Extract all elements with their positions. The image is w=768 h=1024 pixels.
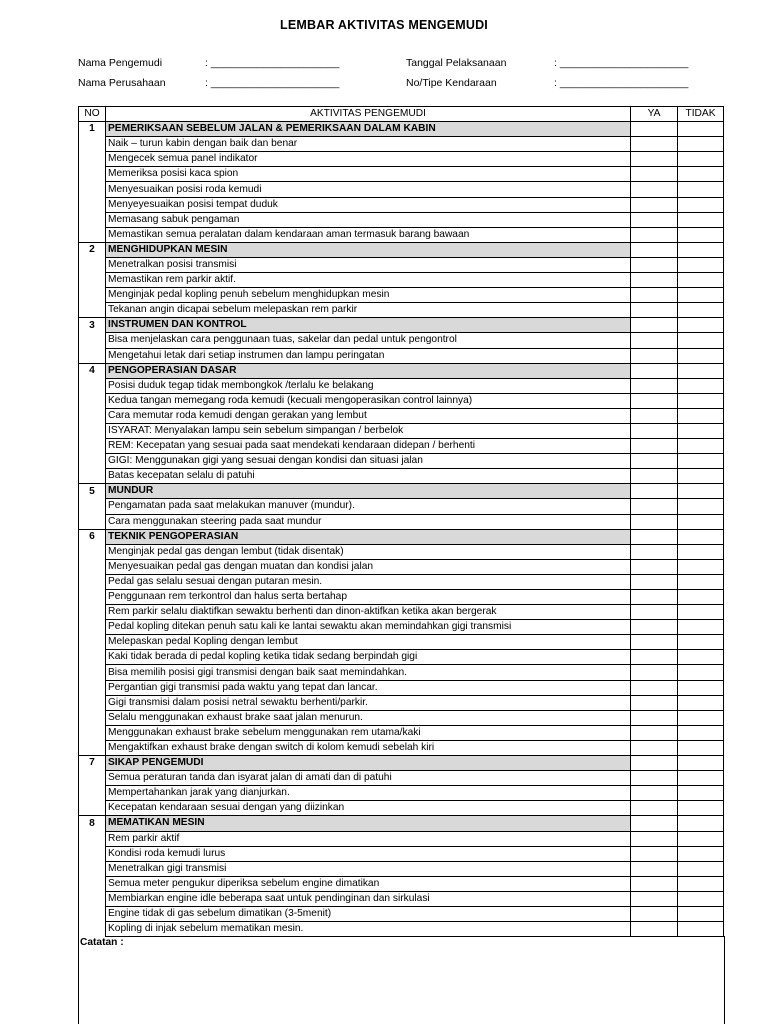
activity-text: Cara menggunakan steering pada saat mundur — [106, 514, 631, 529]
section-number: 6 — [79, 529, 106, 544]
section-title: PENGOPERASIAN DASAR — [106, 363, 631, 378]
tidak-checkbox-cell[interactable] — [678, 227, 724, 242]
ya-checkbox-cell[interactable] — [631, 906, 678, 921]
section-row — [79, 484, 724, 499]
ya-checkbox-cell[interactable] — [631, 786, 678, 801]
number-cell-empty — [79, 499, 106, 514]
activity-row — [79, 831, 724, 846]
section-number: 2 — [79, 242, 106, 257]
activity-row — [79, 378, 724, 393]
section-title: SIKAP PENGEMUDI — [106, 756, 631, 771]
ya-checkbox-cell[interactable] — [631, 831, 678, 846]
company-name-field[interactable]: : ______________________ — [205, 77, 340, 89]
ya-checkbox-cell[interactable] — [631, 771, 678, 786]
activity-text: Menyesuaikan pedal gas dengan muatan dan kondisi jalan — [106, 559, 631, 574]
section-row — [79, 816, 724, 831]
section-row — [79, 756, 724, 771]
ya-checkbox-cell[interactable] — [631, 710, 678, 725]
date-label: Tanggal Pelaksanaan — [406, 57, 507, 69]
activity-row — [79, 423, 724, 438]
number-cell-empty — [79, 167, 106, 182]
ya-checkbox-cell[interactable] — [631, 650, 678, 665]
ya-checkbox-cell[interactable] — [631, 499, 678, 514]
tidak-checkbox-cell[interactable] — [678, 846, 724, 861]
activity-text: Kaki tidak berada di pedal kopling ketika tidak sedang berpindah gigi — [106, 650, 631, 665]
activity-text: Mempertahankan jarak yang dianjurkan. — [106, 786, 631, 801]
number-cell-empty — [79, 891, 106, 906]
activity-text: Mengaktifkan exhaust brake dengan switch di kolom kemudi sebelah kiri — [106, 740, 631, 755]
tidak-checkbox-cell[interactable] — [678, 876, 724, 891]
section-tidak-cell — [678, 529, 724, 544]
vehicle-field[interactable]: : ______________________ — [554, 77, 689, 89]
number-cell-empty — [79, 665, 106, 680]
number-cell-empty — [79, 710, 106, 725]
activity-row — [79, 771, 724, 786]
tidak-checkbox-cell[interactable] — [678, 454, 724, 469]
activity-row — [79, 333, 724, 348]
tidak-checkbox-cell[interactable] — [678, 303, 724, 318]
tidak-checkbox-cell[interactable] — [678, 544, 724, 559]
ya-checkbox-cell[interactable] — [631, 559, 678, 574]
section-number: 1 — [79, 122, 106, 137]
ya-checkbox-cell[interactable] — [631, 303, 678, 318]
tidak-checkbox-cell[interactable] — [678, 725, 724, 740]
ya-checkbox-cell[interactable] — [631, 801, 678, 816]
number-cell-empty — [79, 725, 106, 740]
activity-row — [79, 786, 724, 801]
activity-text: Tekanan angin dicapai sebelum melepaskan rem parkir — [106, 303, 631, 318]
activity-text: REM: Kecepatan yang sesuai pada saat mendekati kendaraan didepan / berhenti — [106, 439, 631, 454]
info-driver-name — [78, 57, 340, 69]
activity-text: Menyesuaikan posisi roda kemudi — [106, 182, 631, 197]
ya-checkbox-cell[interactable] — [631, 891, 678, 906]
ya-checkbox-cell[interactable] — [631, 544, 678, 559]
number-cell-empty — [79, 348, 106, 363]
activity-row — [79, 876, 724, 891]
ya-checkbox-cell[interactable] — [631, 454, 678, 469]
activity-text: ISYARAT: Menyalakan lampu sein sebelum simpangan / berbelok — [106, 423, 631, 438]
activity-row — [79, 439, 724, 454]
activity-text: Kecepatan kendaraan sesuai dengan yang diizinkan — [106, 801, 631, 816]
ya-checkbox-cell[interactable] — [631, 152, 678, 167]
ya-checkbox-cell[interactable] — [631, 257, 678, 272]
activity-row — [79, 182, 724, 197]
activity-text: Memastikan semua peralatan dalam kendaraan aman termasuk barang bawaan — [106, 227, 631, 242]
activity-row — [79, 559, 724, 574]
driver-name-label: Nama Pengemudi — [78, 57, 163, 69]
activity-text: GIGI: Menggunakan gigi yang sesuai dengan kondisi dan situasi jalan — [106, 454, 631, 469]
ya-checkbox-cell[interactable] — [631, 725, 678, 740]
section-row — [79, 242, 724, 257]
activity-row — [79, 227, 724, 242]
activity-row — [79, 695, 724, 710]
activity-row — [79, 137, 724, 152]
activity-row — [79, 273, 724, 288]
tidak-checkbox-cell[interactable] — [678, 288, 724, 303]
tidak-checkbox-cell[interactable] — [678, 801, 724, 816]
tidak-checkbox-cell[interactable] — [678, 906, 724, 921]
number-cell-empty — [79, 137, 106, 152]
activity-text: Menggunakan exhaust brake sebelum menggunakan rem utama/kaki — [106, 725, 631, 740]
ya-checkbox-cell[interactable] — [631, 197, 678, 212]
table-header-row — [79, 107, 724, 122]
tidak-checkbox-cell[interactable] — [678, 469, 724, 484]
number-cell-empty — [79, 846, 106, 861]
section-title: MENGHIDUPKAN MESIN — [106, 242, 631, 257]
section-number: 5 — [79, 484, 106, 499]
ya-checkbox-cell[interactable] — [631, 167, 678, 182]
tidak-checkbox-cell[interactable] — [678, 650, 724, 665]
section-number: 4 — [79, 363, 106, 378]
activity-row — [79, 710, 724, 725]
activity-row — [79, 740, 724, 755]
tidak-checkbox-cell[interactable] — [678, 605, 724, 620]
activity-text: Engine tidak di gas sebelum dimatikan (3-5menit) — [106, 906, 631, 921]
activity-text: Memasang sabuk pengaman — [106, 212, 631, 227]
activity-row — [79, 650, 724, 665]
activity-text: Gigi transmisi dalam posisi netral sewaktu berhenti/parkir. — [106, 695, 631, 710]
activity-row — [79, 514, 724, 529]
section-title: PEMERIKSAAN SEBELUM JALAN & PEMERIKSAAN DALAM KABIN — [106, 122, 631, 137]
activity-row — [79, 393, 724, 408]
number-cell-empty — [79, 559, 106, 574]
document-title: LEMBAR AKTIVITAS MENGEMUDI — [280, 18, 488, 32]
tidak-checkbox-cell[interactable] — [678, 786, 724, 801]
ya-checkbox-cell[interactable] — [631, 514, 678, 529]
activity-row — [79, 454, 724, 469]
section-ya-cell — [631, 484, 678, 499]
tidak-checkbox-cell[interactable] — [678, 831, 724, 846]
tidak-checkbox-cell[interactable] — [678, 333, 724, 348]
activity-text: Pengamatan pada saat melakukan manuver (mundur). — [106, 499, 631, 514]
number-cell-empty — [79, 227, 106, 242]
activity-table — [78, 106, 724, 937]
ya-checkbox-cell[interactable] — [631, 212, 678, 227]
number-cell-empty — [79, 197, 106, 212]
tidak-checkbox-cell[interactable] — [678, 167, 724, 182]
header-ya: YA — [631, 107, 678, 122]
activity-row — [79, 348, 724, 363]
ya-checkbox-cell[interactable] — [631, 137, 678, 152]
activity-text: Menginjak pedal kopling penuh sebelum menghidupkan mesin — [106, 288, 631, 303]
section-title: MUNDUR — [106, 484, 631, 499]
activity-row — [79, 499, 724, 514]
number-cell-empty — [79, 922, 106, 937]
activity-row — [79, 257, 724, 272]
activity-text: Kopling di injak sebelum mematikan mesin. — [106, 922, 631, 937]
activity-row — [79, 303, 724, 318]
tidak-checkbox-cell[interactable] — [678, 771, 724, 786]
section-tidak-cell — [678, 242, 724, 257]
tidak-checkbox-cell[interactable] — [678, 273, 724, 288]
tidak-checkbox-cell[interactable] — [678, 439, 724, 454]
ya-checkbox-cell[interactable] — [631, 333, 678, 348]
activity-row — [79, 801, 724, 816]
ya-checkbox-cell[interactable] — [631, 273, 678, 288]
ya-checkbox-cell[interactable] — [631, 620, 678, 635]
number-cell-empty — [79, 771, 106, 786]
section-row — [79, 529, 724, 544]
tidak-checkbox-cell[interactable] — [678, 680, 724, 695]
section-ya-cell — [631, 242, 678, 257]
section-ya-cell — [631, 122, 678, 137]
activity-text: Menetralkan gigi transmisi — [106, 861, 631, 876]
activity-text: Naik – turun kabin dengan baik dan benar — [106, 137, 631, 152]
activity-row — [79, 197, 724, 212]
ya-checkbox-cell[interactable] — [631, 635, 678, 650]
ya-checkbox-cell[interactable] — [631, 680, 678, 695]
activity-text: Rem parkir selalu diaktifkan sewaktu berhenti dan dinon-aktifkan ketika akan bergerak — [106, 605, 631, 620]
activity-row — [79, 922, 724, 937]
section-row — [79, 363, 724, 378]
tidak-checkbox-cell[interactable] — [678, 620, 724, 635]
activity-row — [79, 469, 724, 484]
activity-row — [79, 906, 724, 921]
ya-checkbox-cell[interactable] — [631, 227, 678, 242]
tidak-checkbox-cell[interactable] — [678, 559, 724, 574]
activity-row — [79, 544, 724, 559]
number-cell-empty — [79, 514, 106, 529]
tidak-checkbox-cell[interactable] — [678, 182, 724, 197]
number-cell-empty — [79, 650, 106, 665]
activity-row — [79, 212, 724, 227]
notes-area[interactable] — [78, 936, 725, 1024]
tidak-checkbox-cell[interactable] — [678, 665, 724, 680]
header-no: NO — [79, 107, 106, 122]
activity-text: Melepaskan pedal Kopling dengan lembut — [106, 635, 631, 650]
activity-text: Kedua tangan memegang roda kemudi (kecuali mengoperasikan control lainnya) — [106, 393, 631, 408]
activity-row — [79, 846, 724, 861]
section-row — [79, 318, 724, 333]
activity-text: Bisa menjelaskan cara penggunaan tuas, sakelar dan pedal untuk pengontrol — [106, 333, 631, 348]
activity-text: Selalu menggunakan exhaust brake saat jalan menurun. — [106, 710, 631, 725]
activity-text: Bisa memilih posisi gigi transmisi dengan baik saat memindahkan. — [106, 665, 631, 680]
section-tidak-cell — [678, 363, 724, 378]
number-cell-empty — [79, 257, 106, 272]
ya-checkbox-cell[interactable] — [631, 469, 678, 484]
activity-row — [79, 665, 724, 680]
ya-checkbox-cell[interactable] — [631, 876, 678, 891]
number-cell-empty — [79, 786, 106, 801]
number-cell-empty — [79, 876, 106, 891]
ya-checkbox-cell[interactable] — [631, 288, 678, 303]
tidak-checkbox-cell[interactable] — [678, 574, 724, 589]
number-cell-empty — [79, 635, 106, 650]
section-ya-cell — [631, 816, 678, 831]
tidak-checkbox-cell[interactable] — [678, 590, 724, 605]
section-tidak-cell — [678, 122, 724, 137]
activity-row — [79, 590, 724, 605]
ya-checkbox-cell[interactable] — [631, 861, 678, 876]
tidak-checkbox-cell[interactable] — [678, 635, 724, 650]
tidak-checkbox-cell[interactable] — [678, 423, 724, 438]
ya-checkbox-cell[interactable] — [631, 605, 678, 620]
activity-text: Penggunaan rem terkontrol dan halus serta bertahap — [106, 590, 631, 605]
activity-row — [79, 167, 724, 182]
activity-text: Posisi duduk tegap tidak membongkok /terlalu ke belakang — [106, 378, 631, 393]
number-cell-empty — [79, 182, 106, 197]
activity-row — [79, 574, 724, 589]
ya-checkbox-cell[interactable] — [631, 182, 678, 197]
section-title: TEKNIK PENGOPERASIAN — [106, 529, 631, 544]
number-cell-empty — [79, 288, 106, 303]
ya-checkbox-cell[interactable] — [631, 378, 678, 393]
ya-checkbox-cell[interactable] — [631, 846, 678, 861]
header-tidak: TIDAK — [678, 107, 724, 122]
company-name-label: Nama Perusahaan — [78, 77, 166, 89]
tidak-checkbox-cell[interactable] — [678, 152, 724, 167]
notes-label: Catatan : — [80, 937, 124, 948]
section-row — [79, 122, 724, 137]
number-cell-empty — [79, 469, 106, 484]
activity-text: Mengetahui letak dari setiap instrumen dan lampu peringatan — [106, 348, 631, 363]
tidak-checkbox-cell[interactable] — [678, 212, 724, 227]
activity-table-body — [79, 122, 724, 937]
activity-text: Kondisi roda kemudi lurus — [106, 846, 631, 861]
section-tidak-cell — [678, 816, 724, 831]
activity-text: Mengecek semua panel indikator — [106, 152, 631, 167]
activity-text: Batas kecepatan selalu di patuhi — [106, 469, 631, 484]
number-cell-empty — [79, 620, 106, 635]
section-ya-cell — [631, 756, 678, 771]
number-cell-empty — [79, 574, 106, 589]
activity-row — [79, 288, 724, 303]
section-ya-cell — [631, 318, 678, 333]
activity-row — [79, 635, 724, 650]
number-cell-empty — [79, 439, 106, 454]
tidak-checkbox-cell[interactable] — [678, 393, 724, 408]
activity-text: Cara memutar roda kemudi dengan gerakan yang lembut — [106, 408, 631, 423]
section-tidak-cell — [678, 756, 724, 771]
driver-name-field[interactable]: : ______________________ — [205, 57, 340, 69]
activity-text: Memeriksa posisi kaca spion — [106, 167, 631, 182]
number-cell-empty — [79, 740, 106, 755]
activity-text: Semua meter pengukur diperiksa sebelum engine dimatikan — [106, 876, 631, 891]
section-tidak-cell — [678, 484, 724, 499]
tidak-checkbox-cell[interactable] — [678, 695, 724, 710]
number-cell-empty — [79, 333, 106, 348]
number-cell-empty — [79, 454, 106, 469]
tidak-checkbox-cell[interactable] — [678, 348, 724, 363]
number-cell-empty — [79, 303, 106, 318]
section-number: 8 — [79, 816, 106, 831]
tidak-checkbox-cell[interactable] — [678, 197, 724, 212]
ya-checkbox-cell[interactable] — [631, 393, 678, 408]
tidak-checkbox-cell[interactable] — [678, 257, 724, 272]
activity-row — [79, 605, 724, 620]
ya-checkbox-cell[interactable] — [631, 423, 678, 438]
section-number: 7 — [79, 756, 106, 771]
header-activity: AKTIVITAS PENGEMUDI — [106, 107, 631, 122]
tidak-checkbox-cell[interactable] — [678, 514, 724, 529]
vehicle-label: No/Tipe Kendaraan — [406, 77, 497, 89]
activity-text: Membiarkan engine idle beberapa saat untuk pendinginan dan sirkulasi — [106, 891, 631, 906]
activity-row — [79, 408, 724, 423]
activity-row — [79, 152, 724, 167]
number-cell-empty — [79, 680, 106, 695]
number-cell-empty — [79, 831, 106, 846]
activity-row — [79, 725, 724, 740]
number-cell-empty — [79, 605, 106, 620]
number-cell-empty — [79, 152, 106, 167]
number-cell-empty — [79, 273, 106, 288]
activity-text: Menetralkan posisi transmisi — [106, 257, 631, 272]
tidak-checkbox-cell[interactable] — [678, 922, 724, 937]
ya-checkbox-cell[interactable] — [631, 740, 678, 755]
section-ya-cell — [631, 363, 678, 378]
number-cell-empty — [79, 393, 106, 408]
info-vehicle — [406, 77, 689, 89]
tidak-checkbox-cell[interactable] — [678, 710, 724, 725]
activity-text: Pergantian gigi transmisi pada waktu yang tepat dan lancar. — [106, 680, 631, 695]
section-title: MEMATIKAN MESIN — [106, 816, 631, 831]
activity-row — [79, 891, 724, 906]
section-number: 3 — [79, 318, 106, 333]
ya-checkbox-cell[interactable] — [631, 408, 678, 423]
number-cell-empty — [79, 695, 106, 710]
tidak-checkbox-cell[interactable] — [678, 137, 724, 152]
ya-checkbox-cell[interactable] — [631, 590, 678, 605]
ya-checkbox-cell[interactable] — [631, 695, 678, 710]
info-date — [406, 57, 689, 69]
activity-text: Memastikan rem parkir aktif. — [106, 273, 631, 288]
number-cell-empty — [79, 378, 106, 393]
activity-text: Menginjak pedal gas dengan lembut (tidak disentak) — [106, 544, 631, 559]
tidak-checkbox-cell[interactable] — [678, 408, 724, 423]
info-company-name — [78, 77, 340, 89]
activity-text: Menyeyesuaikan posisi tempat duduk — [106, 197, 631, 212]
date-field[interactable]: : ______________________ — [554, 57, 689, 69]
tidak-checkbox-cell[interactable] — [678, 499, 724, 514]
number-cell-empty — [79, 212, 106, 227]
activity-row — [79, 620, 724, 635]
tidak-checkbox-cell[interactable] — [678, 891, 724, 906]
section-ya-cell — [631, 529, 678, 544]
number-cell-empty — [79, 590, 106, 605]
number-cell-empty — [79, 801, 106, 816]
section-title: INSTRUMEN DAN KONTROL — [106, 318, 631, 333]
ya-checkbox-cell[interactable] — [631, 439, 678, 454]
number-cell-empty — [79, 544, 106, 559]
number-cell-empty — [79, 423, 106, 438]
activity-row — [79, 680, 724, 695]
number-cell-empty — [79, 861, 106, 876]
ya-checkbox-cell[interactable] — [631, 348, 678, 363]
activity-text: Pedal gas selalu sesuai dengan putaran mesin. — [106, 574, 631, 589]
activity-text: Pedal kopling ditekan penuh satu kali ke lantai sewaktu akan memindahkan gigi transmisi — [106, 620, 631, 635]
activity-text: Semua peraturan tanda dan isyarat jalan di amati dan di patuhi — [106, 771, 631, 786]
activity-row — [79, 861, 724, 876]
tidak-checkbox-cell[interactable] — [678, 740, 724, 755]
activity-text: Rem parkir aktif — [106, 831, 631, 846]
number-cell-empty — [79, 906, 106, 921]
tidak-checkbox-cell[interactable] — [678, 378, 724, 393]
number-cell-empty — [79, 408, 106, 423]
section-tidak-cell — [678, 318, 724, 333]
ya-checkbox-cell[interactable] — [631, 665, 678, 680]
ya-checkbox-cell[interactable] — [631, 922, 678, 937]
tidak-checkbox-cell[interactable] — [678, 861, 724, 876]
ya-checkbox-cell[interactable] — [631, 574, 678, 589]
